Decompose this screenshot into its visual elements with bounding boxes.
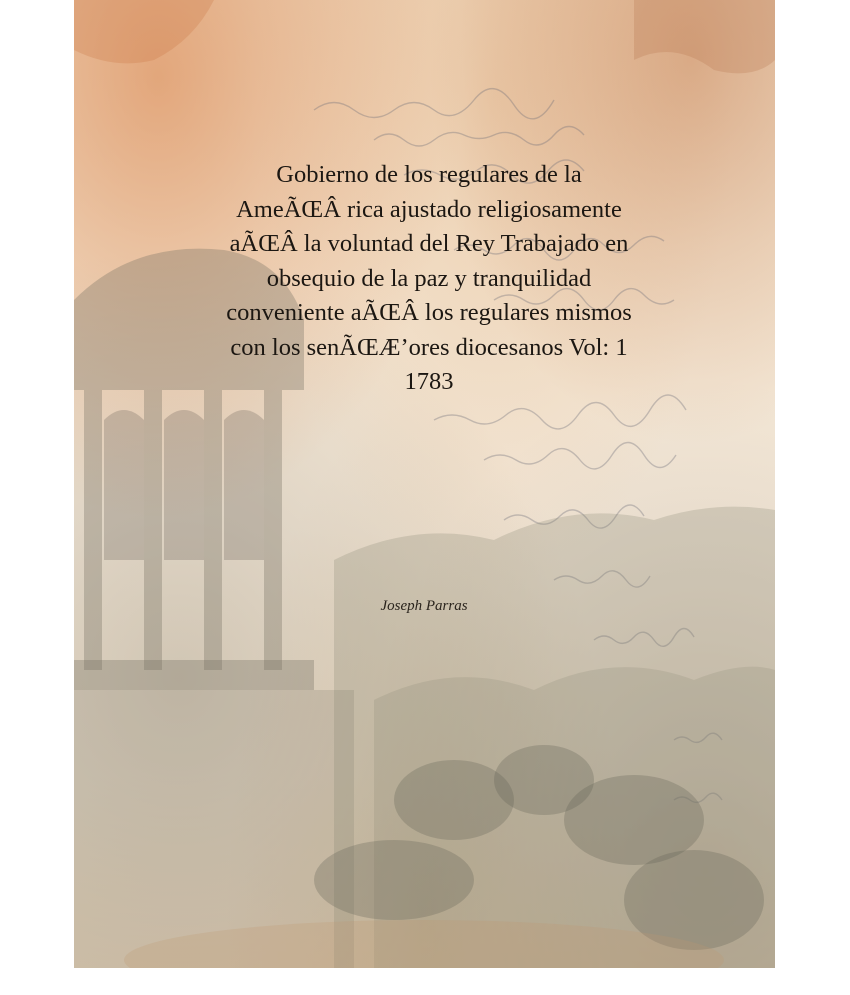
book-author: Joseph Parras xyxy=(380,598,468,614)
book-cover xyxy=(74,0,775,968)
book-title: Gobierno de los regulares de la AmeÃŒÂ rica ajustado religiosamente aÃŒÂ la voluntad del Rey Trabajado en obsequio de la paz y tranquilidad conveniente aÃŒÂ los regulares mismos con los senÃŒÆ’ores diocesanos Vol: 1 1783 xyxy=(226,161,632,395)
cover-background-illustration xyxy=(74,0,775,968)
